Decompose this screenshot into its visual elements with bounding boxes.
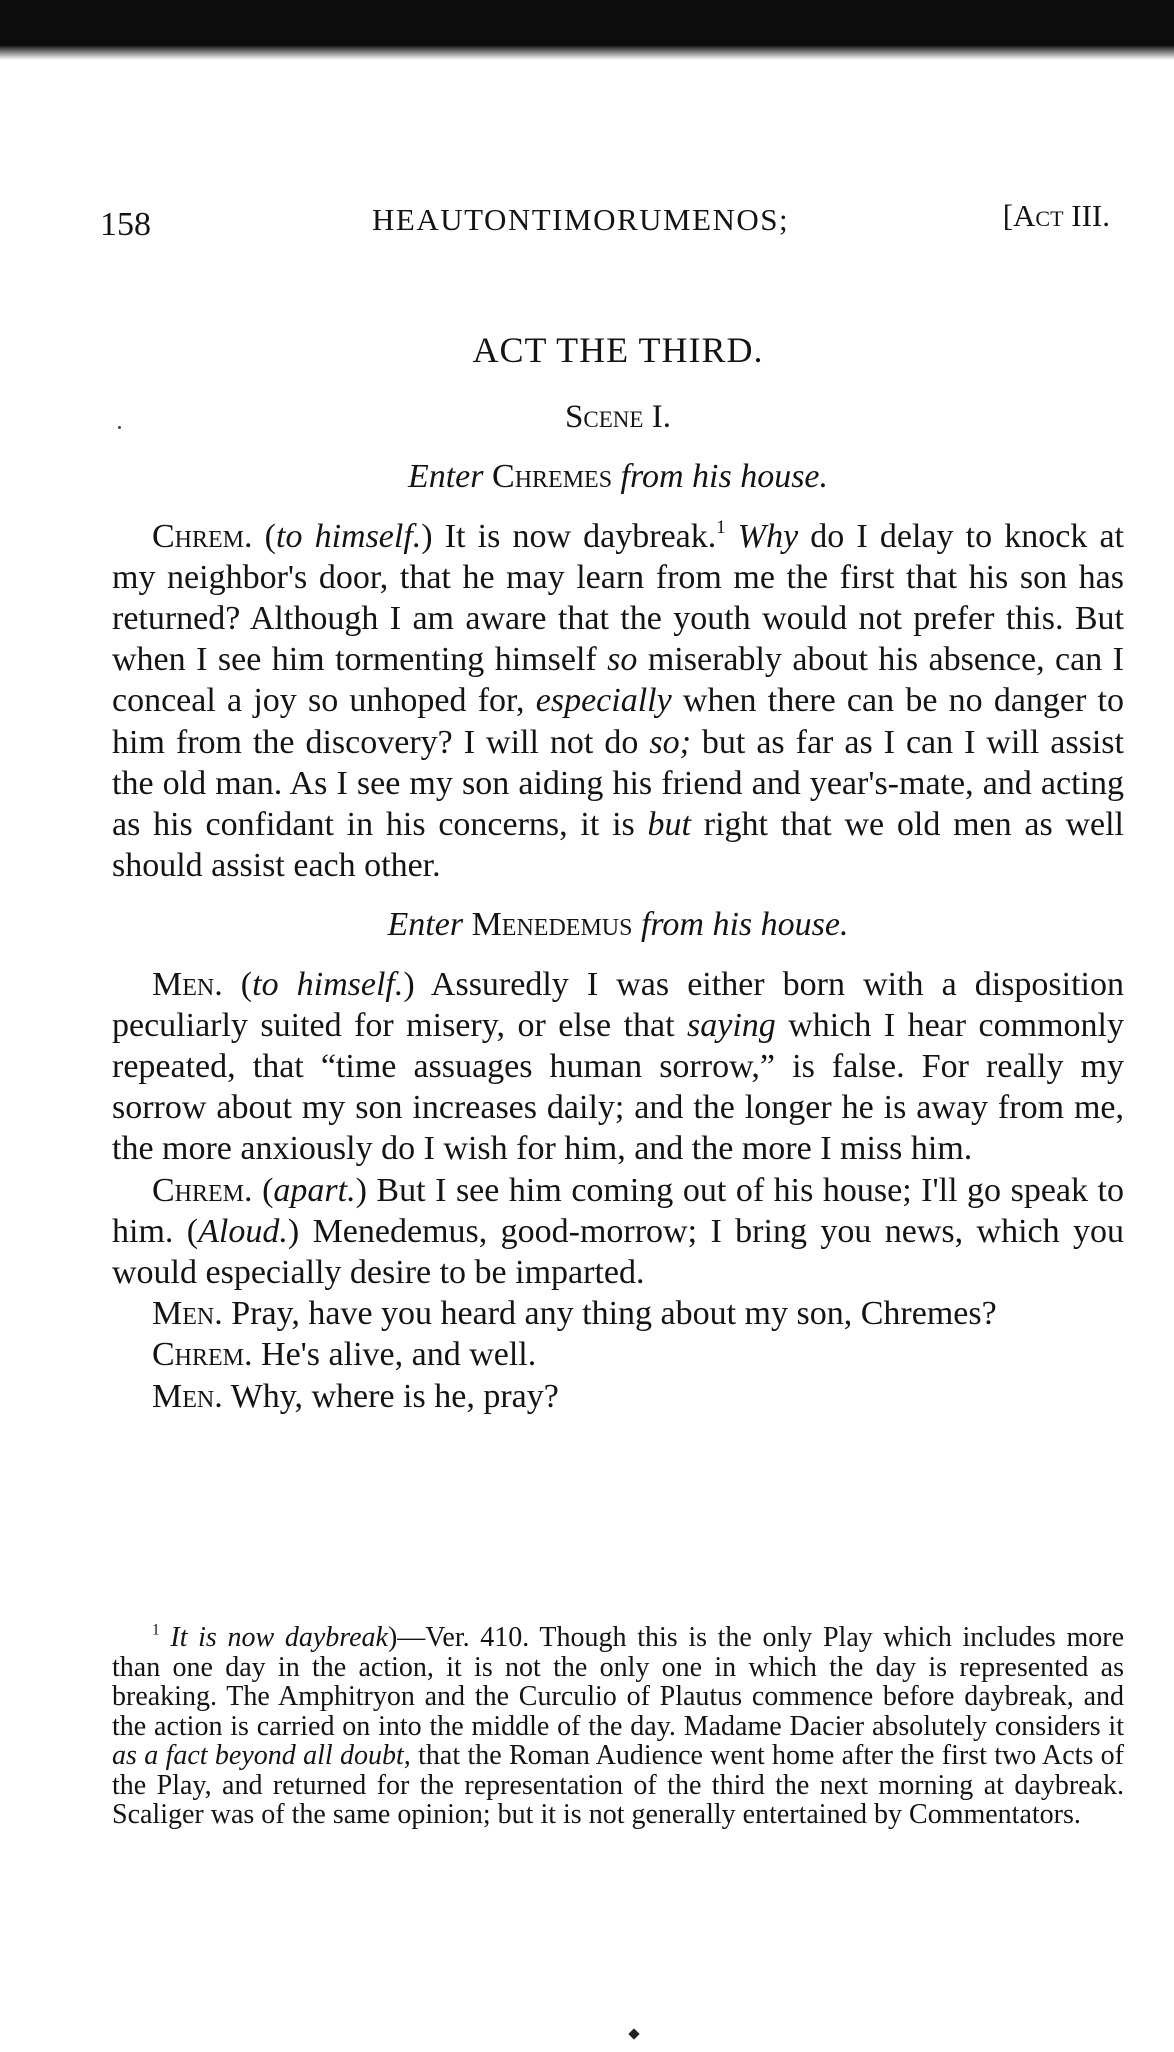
- speech-text: ) But I see him coming out of his house; I'll go speak to him. (: [112, 1171, 1124, 1250]
- stage-rest: from his house.: [640, 906, 849, 944]
- scene-title: Scene I.: [565, 399, 671, 436]
- page-body: [112, 330, 1124, 1417]
- speech-menedemus-3: [112, 1376, 1124, 1417]
- emphasis: Why: [737, 517, 799, 555]
- speech-text: [726, 518, 738, 555]
- footnote-1: [112, 1623, 1124, 1830]
- emphasis: so;: [649, 723, 691, 761]
- footnotes: [112, 1623, 1124, 1830]
- speaker-label: Chrem.: [152, 517, 253, 555]
- speech-text: which I hear commonly repeated, that “time assuages human sorrow,” is false. For really my sorrow about my son increases daily; and the longer he is away from me, the more anxiously do I wish for him, and the more I miss him.: [112, 1006, 1124, 1168]
- running-header: [100, 198, 1110, 248]
- stage-character: Menedemus: [471, 906, 633, 944]
- speech-text: ) Assuredly I was either born with a disposition peculiarly suited for misery, or else that: [112, 965, 1125, 1044]
- speaker-label: Men.: [152, 965, 223, 1003]
- act-title: ACT THE THIRD.: [472, 330, 764, 370]
- footnote-text: )—Ver. 410. Though this is the only Play which includes more than one day in the action, it is not the only one in which the day is represented as breaking. The Amphitryon and the Curculio of Plautus commence before daybreak, and the action is carried on into the middle of the day. Madame Dacier absolutely considers it: [112, 1622, 1124, 1742]
- speaker-label: Chrem.: [152, 1336, 253, 1374]
- stage-enter: Enter: [407, 458, 484, 496]
- stage-direction: to himself.: [252, 965, 404, 1003]
- stage-direction: apart.: [273, 1171, 356, 1209]
- speaker-label: Chrem.: [152, 1171, 253, 1209]
- speaker-label: Men.: [152, 1295, 223, 1333]
- scan-top-shadow: [0, 46, 1174, 60]
- speech-text: ) Menedemus, good-morrow; I bring you news, which you would especially desire to be imparted.: [112, 1212, 1124, 1292]
- act-marker: [Act III.: [1002, 198, 1110, 233]
- printer-mark: [628, 2028, 639, 2039]
- emphasis: especially: [535, 682, 672, 720]
- speech-menedemus-1: [112, 964, 1124, 1170]
- running-title: HEAUTONTIMORUMENOS;: [372, 202, 790, 237]
- stage-enter: Enter: [387, 906, 464, 944]
- scan-top-border: [0, 0, 1174, 46]
- speech-text: He's alive, and well.: [252, 1336, 537, 1374]
- stage-direction-enter-chremes: [112, 456, 1124, 497]
- speech-text: Pray, have you heard any thing about my son, Chremes?: [222, 1295, 997, 1333]
- speech-chremes-3: [112, 1334, 1124, 1375]
- footnote-text: that the Roman Audience went home after the first two Acts of the Play, and returned for the representation of the third the next morning at daybreak. Scaliger was of the same opinion; but it is not generally entertained by Commentators.: [112, 1740, 1124, 1830]
- footnote-ref: 1: [716, 516, 726, 538]
- speech-menedemus-2: [112, 1293, 1124, 1334]
- emphasis: saying: [687, 1006, 776, 1044]
- page-number: 158: [100, 206, 151, 243]
- stage-direction-enter-menedemus: [112, 904, 1124, 945]
- speech-text: Why, where is he, pray?: [222, 1377, 559, 1415]
- speech-chremes-2: [112, 1170, 1124, 1294]
- emphasis: as a fact beyond all doubt,: [112, 1740, 411, 1771]
- speech-text: (: [252, 1171, 274, 1209]
- speech-chremes-1: [112, 516, 1124, 887]
- stage-direction: Aloud.: [198, 1212, 288, 1250]
- speech-text: ) It is now daybreak.: [421, 517, 717, 555]
- stage-character: Chremes: [492, 458, 613, 496]
- emphasis: but: [647, 806, 691, 844]
- speech-text: right that we old men as well should assist each other.: [112, 806, 1125, 885]
- speech-text: (: [222, 965, 253, 1003]
- stage-rest: from his house.: [620, 458, 829, 496]
- speech-text: do I delay to knock at my neighbor's door, that he may learn from me the first that his son has returned? Although I am aware that the youth would not prefer this. But when I see him tormenting himself: [112, 517, 1125, 679]
- speech-text: (: [252, 517, 276, 555]
- footnote-lemma: It is now daybreak: [170, 1622, 388, 1653]
- speech-text: miserably about his absence, can I conceal a joy so unhoped for,: [112, 641, 1124, 720]
- speaker-label: Men.: [152, 1377, 223, 1415]
- footnote-number: 1: [152, 1621, 160, 1639]
- speech-text: but as far as I can I will assist the old man. As I see my son aiding his friend and year's-mate, and acting as his confidant in his concerns, it is: [112, 723, 1124, 844]
- speech-text: when there can be no danger to him from the discovery? I will not do: [112, 682, 1125, 761]
- stage-direction: to himself.: [276, 517, 422, 555]
- emphasis: so: [607, 641, 638, 679]
